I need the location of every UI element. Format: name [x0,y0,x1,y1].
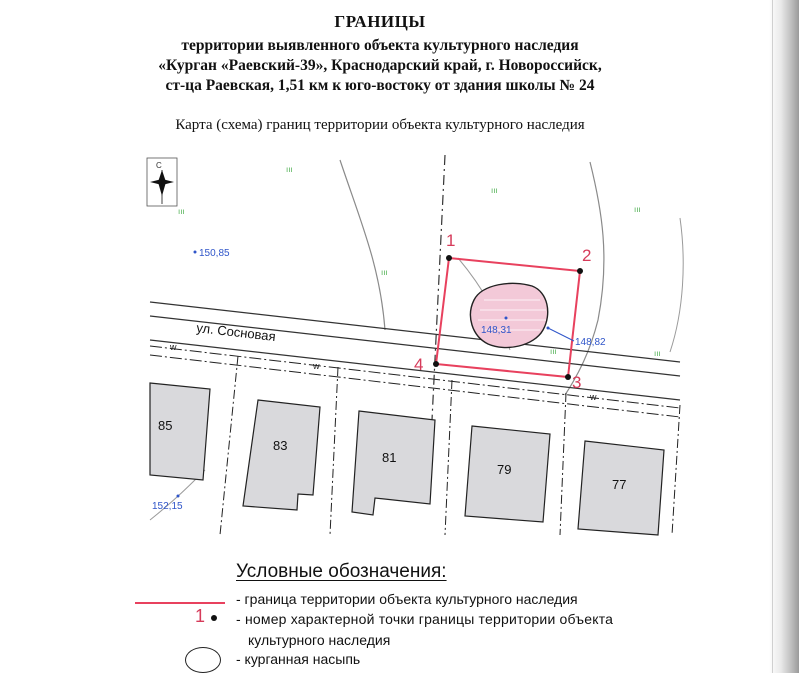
lot-number-85: 85 [158,418,173,433]
lot-divider [560,393,566,535]
north-letter: С [156,161,162,170]
grass-mark: ııı [654,349,661,358]
legend-point-label: - номер характерной точки границы территории объекта [236,611,614,627]
grass-mark: ııı [381,268,388,277]
lot-number-81: 81 [382,450,397,465]
legend-point-number: 1 [195,606,206,626]
lot-number-83: 83 [273,438,288,453]
north-arrow-icon [147,158,177,206]
elevation-pointer [548,328,574,341]
grass-mark: ııı [178,207,185,216]
lot-divider [220,356,238,535]
lot-number-77: 77 [612,477,627,492]
document-title: ГРАНИЦЫ [334,12,426,31]
elevation-marker [547,327,550,330]
boundary-point-1 [446,255,452,261]
document-subtitle-line-2: «Курган «Раевский-39», Краснодарский край, г. Новороссийск, [158,57,602,74]
fence-mark: w [313,361,320,371]
legend-point-label-cont: культурного наследия [248,632,391,648]
elevation-marker [177,495,180,498]
elevation-label-mound: 148,31 [481,325,512,336]
scan-edge-line [772,0,773,673]
elevation-marker [505,317,508,320]
elevation-label-edge: 148,82 [575,337,606,348]
elevation-label-north: 150,85 [199,248,230,259]
fence-mark: w [590,392,597,402]
grass-mark: ııı [286,165,293,174]
legend-boundary-swatch [135,602,225,604]
contour-line [670,218,683,352]
elevation-marker [194,251,197,254]
document-subtitle-line-3: ст-ца Раевская, 1,51 км к юго-востоку от здания школы № 24 [165,77,595,94]
legend-boundary-label: - граница территории объекта культурного наследия [236,591,578,607]
document-subtitle-line-1: территории выявленного объекта культурного наследия [181,37,579,54]
point-label-4: 4 [414,355,424,374]
elevation-label-south: 152,15 [152,501,183,512]
legend-title: Условные обозначения: [236,561,447,582]
lot-divider [445,380,452,535]
grass-mark: ııı [634,205,641,214]
scan-edge-shadow [769,0,799,673]
map-caption: Карта (схема) границ территории объекта культурного наследия [175,117,585,133]
point-label-1: 1 [446,231,456,250]
lot-divider [330,367,338,535]
street-name: ул. Сосновая [195,320,277,344]
point-label-3: 3 [572,373,582,392]
burial-mound [470,283,547,347]
legend-mound-swatch [185,647,221,673]
boundary-point-2 [577,268,583,274]
grass-mark: ııı [550,347,557,356]
boundary-point-4 [433,361,439,367]
grass-mark: ııı [491,186,498,195]
lot-divider [672,405,680,535]
building-83 [243,400,320,510]
legend-point-dot [211,615,217,621]
boundary-point-3 [565,374,571,380]
legend-mound-label: - курганная насыпь [236,651,361,667]
lot-number-79: 79 [497,462,512,477]
fence-mark: w [170,342,177,352]
contour-line [340,160,385,330]
point-label-2: 2 [582,246,592,265]
